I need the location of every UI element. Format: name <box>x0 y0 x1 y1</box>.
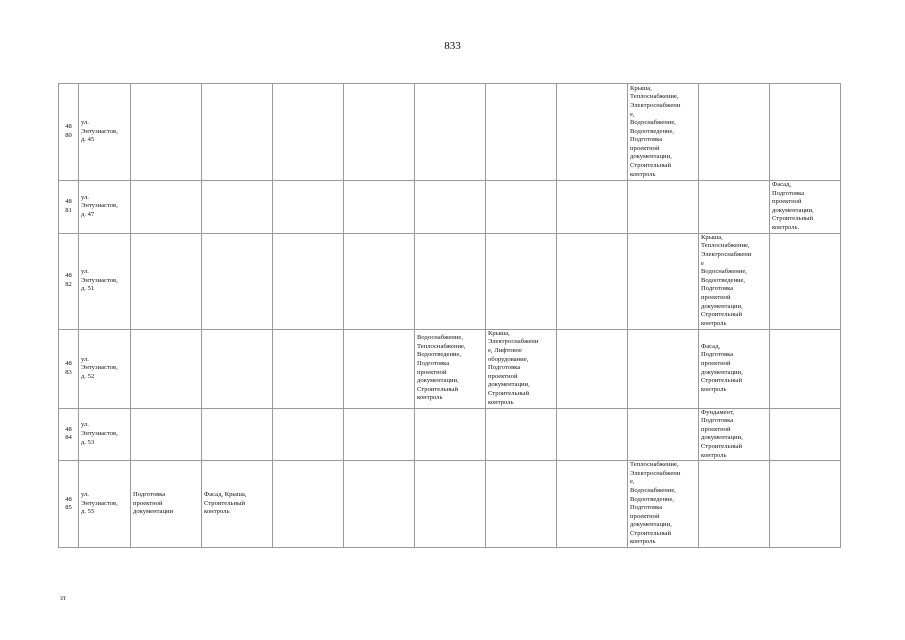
work-cell <box>557 329 628 408</box>
work-cell <box>131 408 202 461</box>
work-cell <box>273 233 344 329</box>
work-cell: Фасад, Подготовка проектной документации, Строительный контроль. <box>770 181 841 234</box>
work-cell <box>486 233 557 329</box>
work-cell <box>273 84 344 181</box>
work-cell <box>770 461 841 548</box>
work-cell: Фасад, Подготовка проектной документации, Строительный контроль <box>699 329 770 408</box>
work-cell <box>344 329 415 408</box>
work-cell <box>415 408 486 461</box>
work-cell <box>202 329 273 408</box>
work-cell: Подготовка проектной документации <box>131 461 202 548</box>
row-number-cell: 48 85 <box>59 461 79 548</box>
work-cell <box>770 329 841 408</box>
work-cell: Крыша, Электроснабжени е, Лифтовое оборудование, Подготовка проектной документации, Строительный контроль <box>486 329 557 408</box>
work-cell <box>628 233 699 329</box>
work-cell <box>202 181 273 234</box>
work-cell <box>557 461 628 548</box>
work-cell <box>344 181 415 234</box>
work-cell <box>770 233 841 329</box>
work-cell <box>486 181 557 234</box>
address-cell: ул. Энтузиастов, д. 51 <box>79 233 131 329</box>
table-row <box>59 84 841 181</box>
work-cell <box>202 408 273 461</box>
work-cell <box>273 329 344 408</box>
work-cell <box>131 233 202 329</box>
work-cell <box>628 329 699 408</box>
address-cell: ул. Энтузиастов, д. 55 <box>79 461 131 548</box>
work-cell <box>699 84 770 181</box>
work-cell <box>273 408 344 461</box>
work-cell <box>415 461 486 548</box>
work-cell <box>557 84 628 181</box>
address-cell: ул. Энтузиастов, д. 53 <box>79 408 131 461</box>
row-number-cell: 48 83 <box>59 329 79 408</box>
work-cell <box>202 84 273 181</box>
work-cell <box>273 461 344 548</box>
work-cell <box>344 408 415 461</box>
work-cell <box>770 84 841 181</box>
work-cell <box>486 84 557 181</box>
work-cell <box>202 233 273 329</box>
table-row <box>59 181 841 234</box>
work-cell <box>415 84 486 181</box>
address-cell: ул. Энтузиастов, д. 52 <box>79 329 131 408</box>
table-row <box>59 461 841 548</box>
capital-repair-schedule-table <box>58 83 841 548</box>
work-cell <box>628 181 699 234</box>
work-cell <box>486 408 557 461</box>
work-cell: Водоснабжение, Теплоснабжение, Водоотведение, Подготовка проектной документации, Строительный контроль <box>415 329 486 408</box>
work-cell <box>699 461 770 548</box>
work-cell: Фундамент, Подготовка проектной документации, Строительный контроль <box>699 408 770 461</box>
work-cell <box>557 181 628 234</box>
work-cell <box>344 84 415 181</box>
page-number: 833 <box>444 40 461 52</box>
work-cell: Теплоснабжение, Электроснабжени е, Водоснабжение, Водоотведение, Подготовка проектной документации, Строительный контроль <box>628 461 699 548</box>
work-cell <box>770 408 841 461</box>
work-cell <box>131 84 202 181</box>
work-cell <box>344 461 415 548</box>
address-cell: ул. Энтузиастов, д. 47 <box>79 181 131 234</box>
work-cell: Крыша, Теплоснабжение, Электроснабжени е Водоснабжение, Водоотведение, Подготовка проектной документации, Строительный контроль <box>699 233 770 329</box>
work-cell <box>344 233 415 329</box>
work-cell <box>415 233 486 329</box>
work-cell <box>486 461 557 548</box>
footer-mark: зт <box>60 594 66 602</box>
row-number-cell: 48 81 <box>59 181 79 234</box>
row-number-cell: 48 80 <box>59 84 79 181</box>
address-cell: ул. Энтузиастов, д. 45 <box>79 84 131 181</box>
work-cell <box>273 181 344 234</box>
row-number-cell: 48 82 <box>59 233 79 329</box>
work-cell <box>557 408 628 461</box>
work-cell <box>415 181 486 234</box>
work-cell <box>131 329 202 408</box>
work-cell <box>628 408 699 461</box>
work-cell: Крыша, Теплоснабжение, Электроснабжени е, Водоснабжение, Водоотведение, Подготовка проектной документации, Строительный контроль <box>628 84 699 181</box>
table-row <box>59 408 841 461</box>
work-cell <box>557 233 628 329</box>
table-row <box>59 329 841 408</box>
row-number-cell: 48 84 <box>59 408 79 461</box>
work-cell <box>699 181 770 234</box>
table-row <box>59 233 841 329</box>
work-cell: Фасад, Крыша, Строительный контроль <box>202 461 273 548</box>
work-cell <box>131 181 202 234</box>
